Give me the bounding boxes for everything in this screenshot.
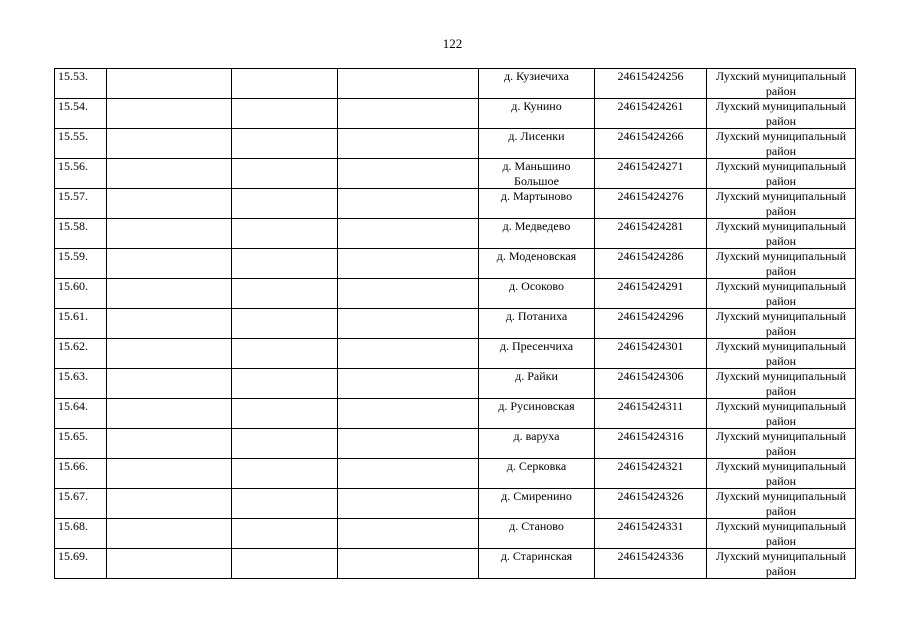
oktmo-code-cell: 24615424271: [595, 159, 707, 189]
page-number: 122: [442, 36, 463, 51]
oktmo-code-cell: 24615424261: [595, 99, 707, 129]
empty-cell: [338, 219, 479, 249]
row-number-cell: 15.53.: [55, 69, 107, 99]
empty-cell: [232, 459, 338, 489]
oktmo-code-cell: 24615424276: [595, 189, 707, 219]
table-row: [55, 279, 856, 309]
empty-cell: [107, 339, 232, 369]
region-cell: Лухский муниципальный район: [707, 489, 856, 519]
oktmo-code-cell: 24615424301: [595, 339, 707, 369]
oktmo-code-cell: 24615424286: [595, 249, 707, 279]
region-cell: Лухский муниципальный район: [707, 279, 856, 309]
empty-cell: [107, 129, 232, 159]
empty-cell: [107, 69, 232, 99]
row-number-cell: 15.66.: [55, 459, 107, 489]
empty-cell: [338, 99, 479, 129]
table-row: [55, 489, 856, 519]
oktmo-code-cell: 24615424291: [595, 279, 707, 309]
settlement-name-cell: д. Пресенчиха: [479, 339, 595, 369]
empty-cell: [107, 249, 232, 279]
table-row: [55, 99, 856, 129]
empty-cell: [232, 279, 338, 309]
empty-cell: [107, 399, 232, 429]
row-number-cell: 15.54.: [55, 99, 107, 129]
table-row: [55, 129, 856, 159]
row-number-cell: 15.63.: [55, 369, 107, 399]
empty-cell: [338, 339, 479, 369]
region-cell: Лухский муниципальный район: [707, 339, 856, 369]
empty-cell: [107, 309, 232, 339]
empty-cell: [232, 489, 338, 519]
empty-cell: [107, 279, 232, 309]
table-row: [55, 429, 856, 459]
table-row: [55, 399, 856, 429]
row-number-cell: 15.62.: [55, 339, 107, 369]
settlement-name-cell: д. Кунино: [479, 99, 595, 129]
settlement-name-cell: д. Старинская: [479, 549, 595, 579]
empty-cell: [338, 159, 479, 189]
empty-cell: [338, 429, 479, 459]
table-row: [55, 339, 856, 369]
empty-cell: [338, 309, 479, 339]
region-cell: Лухский муниципальный район: [707, 369, 856, 399]
region-cell: Лухский муниципальный район: [707, 219, 856, 249]
row-number-cell: 15.55.: [55, 129, 107, 159]
empty-cell: [338, 279, 479, 309]
row-number-cell: 15.60.: [55, 279, 107, 309]
oktmo-code-cell: 24615424281: [595, 219, 707, 249]
empty-cell: [232, 519, 338, 549]
region-cell: Лухский муниципальный район: [707, 519, 856, 549]
settlement-name-cell: д. Осоково: [479, 279, 595, 309]
empty-cell: [232, 399, 338, 429]
table-row: [55, 159, 856, 189]
empty-cell: [338, 489, 479, 519]
region-cell: Лухский муниципальный район: [707, 309, 856, 339]
oktmo-code-cell: 24615424256: [595, 69, 707, 99]
table-body: [55, 69, 856, 579]
empty-cell: [338, 69, 479, 99]
row-number-cell: 15.61.: [55, 309, 107, 339]
table-row: [55, 309, 856, 339]
empty-cell: [107, 219, 232, 249]
row-number-cell: 15.57.: [55, 189, 107, 219]
empty-cell: [232, 369, 338, 399]
region-cell: Лухский муниципальный район: [707, 69, 856, 99]
empty-cell: [338, 549, 479, 579]
oktmo-code-cell: 24615424321: [595, 459, 707, 489]
empty-cell: [107, 189, 232, 219]
empty-cell: [107, 159, 232, 189]
settlement-name-cell: д. Кузиечиха: [479, 69, 595, 99]
empty-cell: [338, 129, 479, 159]
settlement-name-cell: д. Потаниха: [479, 309, 595, 339]
empty-cell: [107, 549, 232, 579]
empty-cell: [107, 459, 232, 489]
oktmo-code-cell: 24615424326: [595, 489, 707, 519]
empty-cell: [338, 399, 479, 429]
table-row: [55, 519, 856, 549]
settlement-name-cell: д. Медведево: [479, 219, 595, 249]
row-number-cell: 15.65.: [55, 429, 107, 459]
region-cell: Лухский муниципальный район: [707, 129, 856, 159]
empty-cell: [107, 369, 232, 399]
oktmo-code-cell: 24615424311: [595, 399, 707, 429]
empty-cell: [338, 249, 479, 279]
settlement-name-cell: д. Райки: [479, 369, 595, 399]
settlement-name-cell: д. Смиренино: [479, 489, 595, 519]
row-number-cell: 15.56.: [55, 159, 107, 189]
region-cell: Лухский муниципальный район: [707, 189, 856, 219]
region-cell: Лухский муниципальный район: [707, 549, 856, 579]
empty-cell: [338, 459, 479, 489]
table-row: [55, 249, 856, 279]
empty-cell: [232, 549, 338, 579]
row-number-cell: 15.67.: [55, 489, 107, 519]
settlement-name-cell: д. Русиновская: [479, 399, 595, 429]
empty-cell: [107, 429, 232, 459]
oktmo-code-cell: 24615424331: [595, 519, 707, 549]
oktmo-code-cell: 24615424336: [595, 549, 707, 579]
row-number-cell: 15.68.: [55, 519, 107, 549]
settlement-name-cell: д. Моденовская: [479, 249, 595, 279]
settlement-name-cell: д. Лисенки: [479, 129, 595, 159]
row-number-cell: 15.59.: [55, 249, 107, 279]
empty-cell: [232, 219, 338, 249]
empty-cell: [232, 249, 338, 279]
settlement-name-cell: д. Маньшино Большое: [479, 159, 595, 189]
table-row: [55, 459, 856, 489]
oktmo-code-cell: 24615424296: [595, 309, 707, 339]
table-row: [55, 219, 856, 249]
empty-cell: [232, 129, 338, 159]
settlements-table: [54, 68, 856, 579]
table-row: [55, 549, 856, 579]
region-cell: Лухский муниципальный район: [707, 399, 856, 429]
row-number-cell: 15.64.: [55, 399, 107, 429]
region-cell: Лухский муниципальный район: [707, 99, 856, 129]
empty-cell: [232, 69, 338, 99]
region-cell: Лухский муниципальный район: [707, 249, 856, 279]
table-row: [55, 189, 856, 219]
empty-cell: [232, 189, 338, 219]
settlement-name-cell: д. варуха: [479, 429, 595, 459]
region-cell: Лухский муниципальный район: [707, 459, 856, 489]
empty-cell: [232, 309, 338, 339]
empty-cell: [107, 489, 232, 519]
empty-cell: [107, 519, 232, 549]
empty-cell: [338, 369, 479, 399]
settlement-name-cell: д. Станово: [479, 519, 595, 549]
empty-cell: [232, 99, 338, 129]
oktmo-code-cell: 24615424316: [595, 429, 707, 459]
settlement-name-cell: д. Мартыново: [479, 189, 595, 219]
row-number-cell: 15.69.: [55, 549, 107, 579]
table-row: [55, 369, 856, 399]
oktmo-code-cell: 24615424266: [595, 129, 707, 159]
region-cell: Лухский муниципальный район: [707, 429, 856, 459]
oktmo-code-cell: 24615424306: [595, 369, 707, 399]
empty-cell: [232, 159, 338, 189]
empty-cell: [232, 339, 338, 369]
region-cell: Лухский муниципальный район: [707, 159, 856, 189]
empty-cell: [107, 99, 232, 129]
empty-cell: [338, 189, 479, 219]
empty-cell: [232, 429, 338, 459]
empty-cell: [338, 519, 479, 549]
table-row: [55, 69, 856, 99]
row-number-cell: 15.58.: [55, 219, 107, 249]
settlement-name-cell: д. Серковка: [479, 459, 595, 489]
